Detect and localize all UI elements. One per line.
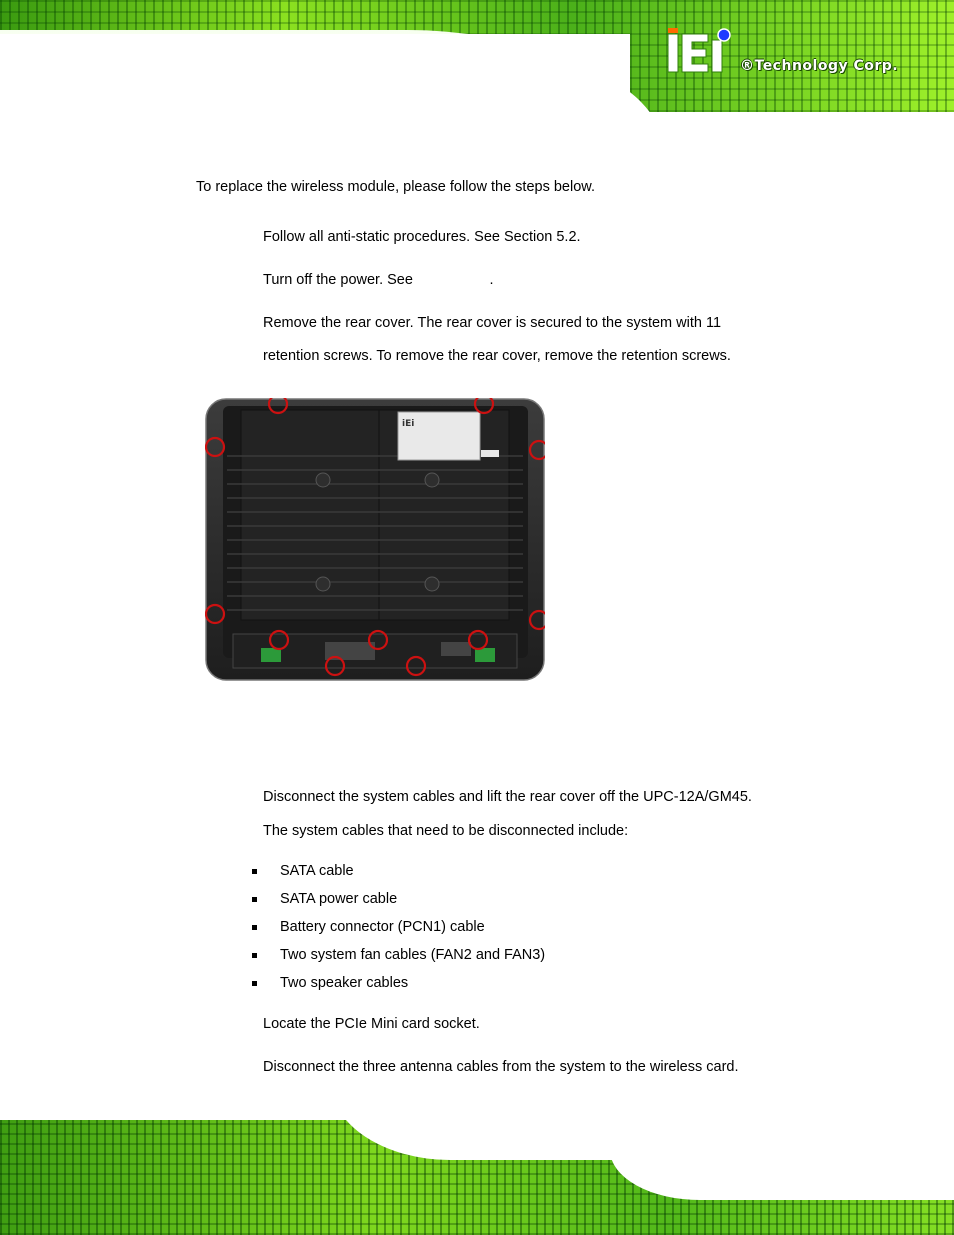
serial-sticker [481,450,499,457]
step-2-prefix: Turn off the power. See [263,272,413,288]
step-3-line-2: retention screws. To remove the rear cover, remove the retention screws. [263,348,731,364]
bullet-icon [252,953,257,958]
io-connector-2 [441,642,471,656]
step-3-line-1: Remove the rear cover. The rear cover is secured to the system with 11 [263,315,722,331]
iei-logo-icon [668,28,738,74]
list-item-text: Battery connector (PCN1) cable [280,919,485,935]
list-item-text: SATA cable [280,863,354,879]
page-header-banner [0,0,954,112]
product-label-logo: iEi [402,419,415,429]
bullet-icon [252,981,257,986]
list-item-text: Two speaker cables [280,975,409,991]
intro-text: To replace the wireless module, please follow the steps below. [196,179,595,195]
left-heatsink [241,410,379,620]
list-item-text: Two system fan cables (FAN2 and FAN3) [280,947,546,963]
step-2-text [263,273,494,288]
bullet-icon [252,869,257,874]
list-item-text: SATA power cable [280,891,398,907]
step-4-line-2: The system cables that need to be disconnected include: [263,823,629,839]
step-2-section-link[interactable]: Section 5.4 [416,272,490,288]
step-2-suffix: . [489,272,494,288]
company-name: ®Technology Corp. [740,58,899,74]
step-5-text: Locate the PCIe Mini card socket. [263,1016,480,1032]
step-6-text: Disconnect the three antenna cables from the system to the wireless card. [263,1059,739,1075]
rear-cover-screws-figure [205,398,545,681]
step-1-text: Follow all anti-static procedures. See Section 5.2. [263,229,581,245]
step-4-line-1: Disconnect the system cables and lift the rear cover off the UPC-12A/GM45. [263,789,752,805]
page-footer-banner [0,1120,954,1235]
footer-white-curve-right [610,1150,954,1200]
header-white-panel-inner [0,34,630,112]
power-terminal-left [261,648,281,662]
bullet-icon [252,897,257,902]
bullet-icon [252,925,257,930]
